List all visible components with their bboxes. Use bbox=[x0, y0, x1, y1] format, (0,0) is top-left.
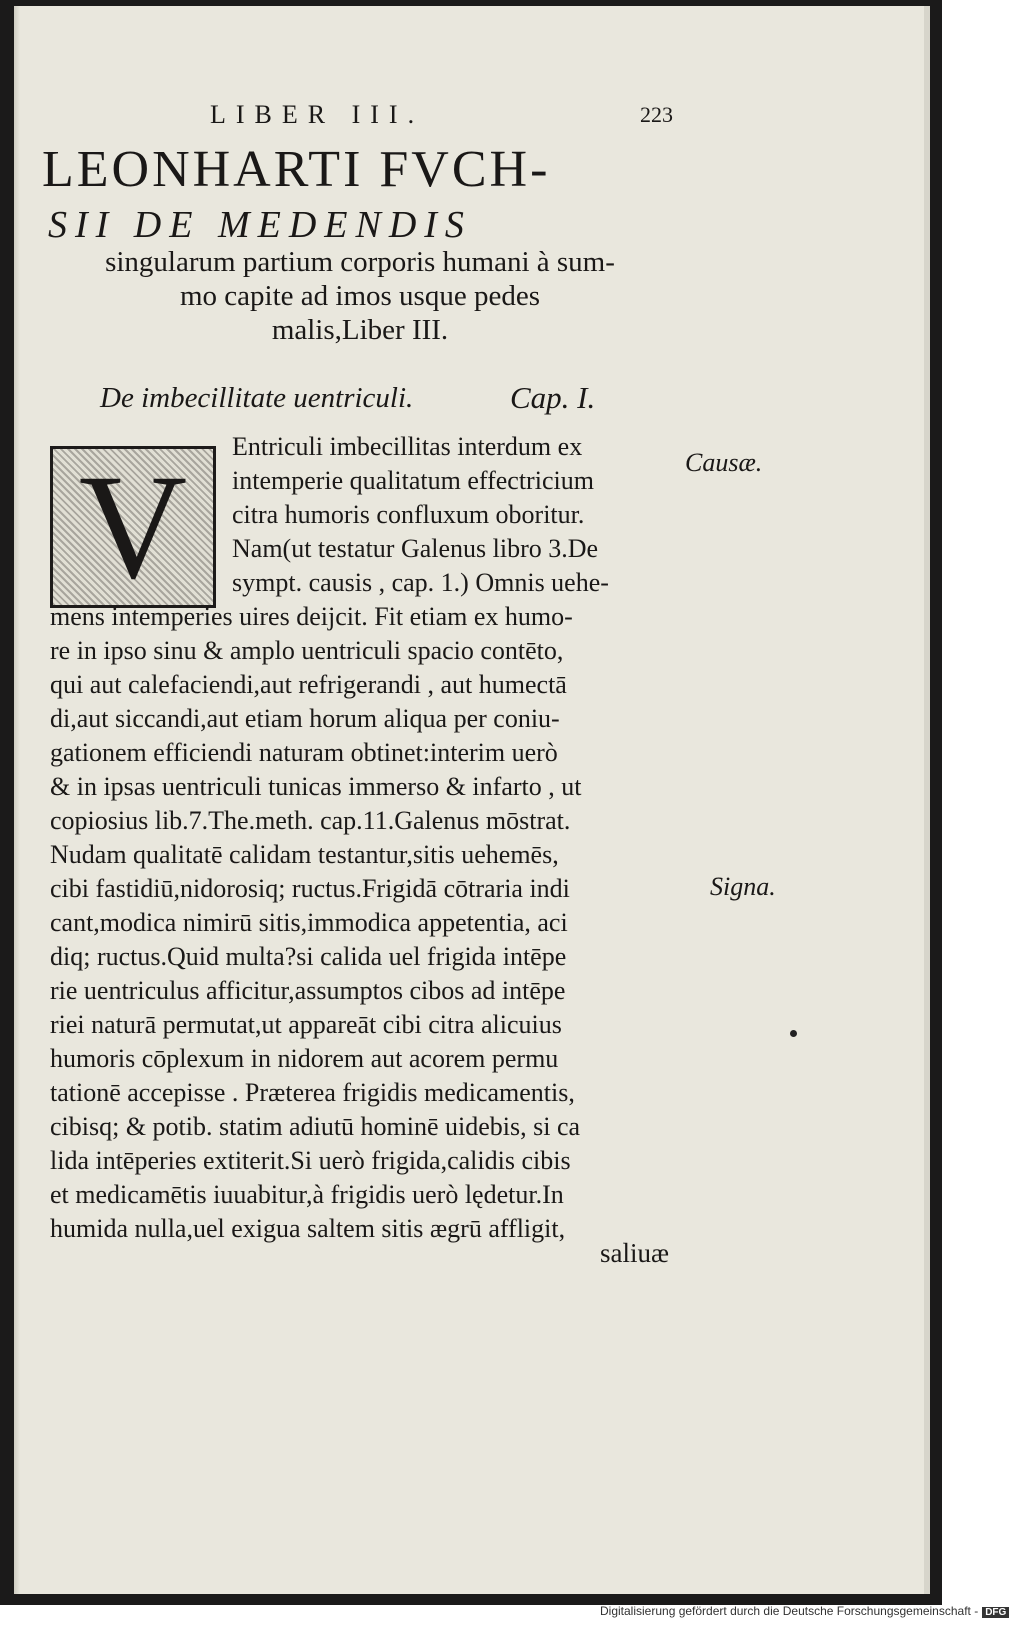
title-line-1: LEONHARTI FVCH- bbox=[42, 141, 551, 198]
page-fore-edge bbox=[924, 6, 930, 1594]
text-line: cibisq; & potib. statim adiutū hominē uidebis, si ca bbox=[50, 1112, 581, 1141]
text-line: intemperie qualitatum effectricium bbox=[232, 466, 594, 495]
text-line: et medicamētis iuuabitur,à frigidis uerò lędetur.In bbox=[50, 1180, 564, 1209]
text-line: Nudam qualitatē calidam testantur,sitis uehemēs, bbox=[50, 840, 559, 869]
initial-letter: V bbox=[53, 449, 213, 605]
title-line-5: malis,Liber III. bbox=[271, 314, 449, 346]
text-line: Nam(ut testatur Galenus libro 3.De bbox=[232, 534, 599, 563]
credit-text: Digitalisierung gefördert durch die Deutsche Forschungsgemeinschaft - bbox=[600, 1604, 979, 1618]
chapter-heading: De imbecillitate uentriculi. bbox=[100, 382, 414, 414]
text-line: Entriculi imbecillitas interdum ex bbox=[232, 432, 583, 461]
text-line: tationē accepisse . Præterea frigidis medicamentis, bbox=[50, 1078, 575, 1107]
text-line: cibi fastidiū,nidorosiq; ructus.Frigidā cōtraria indi bbox=[50, 874, 570, 903]
text-line: citra humoris confluxum oboritur. bbox=[232, 500, 585, 529]
text-line: rie uentriculus afficitur,assumptos cibos ad intēpe bbox=[50, 976, 566, 1005]
title-line-3: singularum partium corporis humani à sum- bbox=[105, 246, 615, 278]
text-line: cant,modica nimirū sitis,immodica appetentia, aci bbox=[50, 908, 568, 937]
text-line: & in ipsas uentriculi tunicas immerso & infarto , ut bbox=[50, 772, 582, 801]
page-gutter-shadow bbox=[14, 6, 20, 1594]
text-line: qui aut calefaciendi,aut refrigerandi , aut humectā bbox=[50, 670, 567, 699]
page-number: 223 bbox=[640, 102, 673, 127]
catchword: saliuæ bbox=[600, 1238, 670, 1268]
running-title: LIBER III. bbox=[210, 100, 425, 129]
title-line-2: SII DE MEDENDIS bbox=[48, 204, 472, 246]
title-line-4: mo capite ad imos usque pedes bbox=[180, 280, 540, 312]
text-line: lida intēperies extiterit.Si uerò frigida,calidis cibis bbox=[50, 1146, 571, 1175]
ink-spot bbox=[790, 1030, 797, 1037]
text-line: diq; ructus.Quid multa?si calida uel frigida intēpe bbox=[50, 942, 567, 971]
margin-note-signa: Signa. bbox=[710, 872, 776, 901]
text-line: gationem efficiendi naturam obtinet:interim uerò bbox=[50, 738, 558, 767]
text-line: sympt. causis , cap. 1.) Omnis uehe- bbox=[232, 568, 609, 597]
decorated-initial bbox=[50, 446, 216, 608]
margin-note-causae: Causæ. bbox=[685, 448, 763, 477]
digitization-credit bbox=[600, 1604, 1009, 1618]
text-line: mens intemperies uires deijcit. Fit etiam ex humo- bbox=[50, 602, 573, 631]
text-line: re in ipso sinu & amplo uentriculi spacio contēto, bbox=[50, 636, 564, 665]
text-line: riei naturā permutat,ut appareāt cibi citra alicuius bbox=[50, 1010, 562, 1039]
dfg-logo: DFG bbox=[982, 1607, 1009, 1618]
text-line: di,aut siccandi,aut etiam horum aliqua per coniu- bbox=[50, 704, 560, 733]
text-line: humoris cōplexum in nidorem aut acorem permu bbox=[50, 1044, 559, 1073]
text-line: copiosius lib.7.The.meth. cap.11.Galenus mōstrat. bbox=[50, 806, 571, 835]
chapter-number: Cap. I. bbox=[510, 380, 596, 415]
text-line: humida nulla,uel exigua saltem sitis ægrū affligit, bbox=[50, 1214, 566, 1243]
